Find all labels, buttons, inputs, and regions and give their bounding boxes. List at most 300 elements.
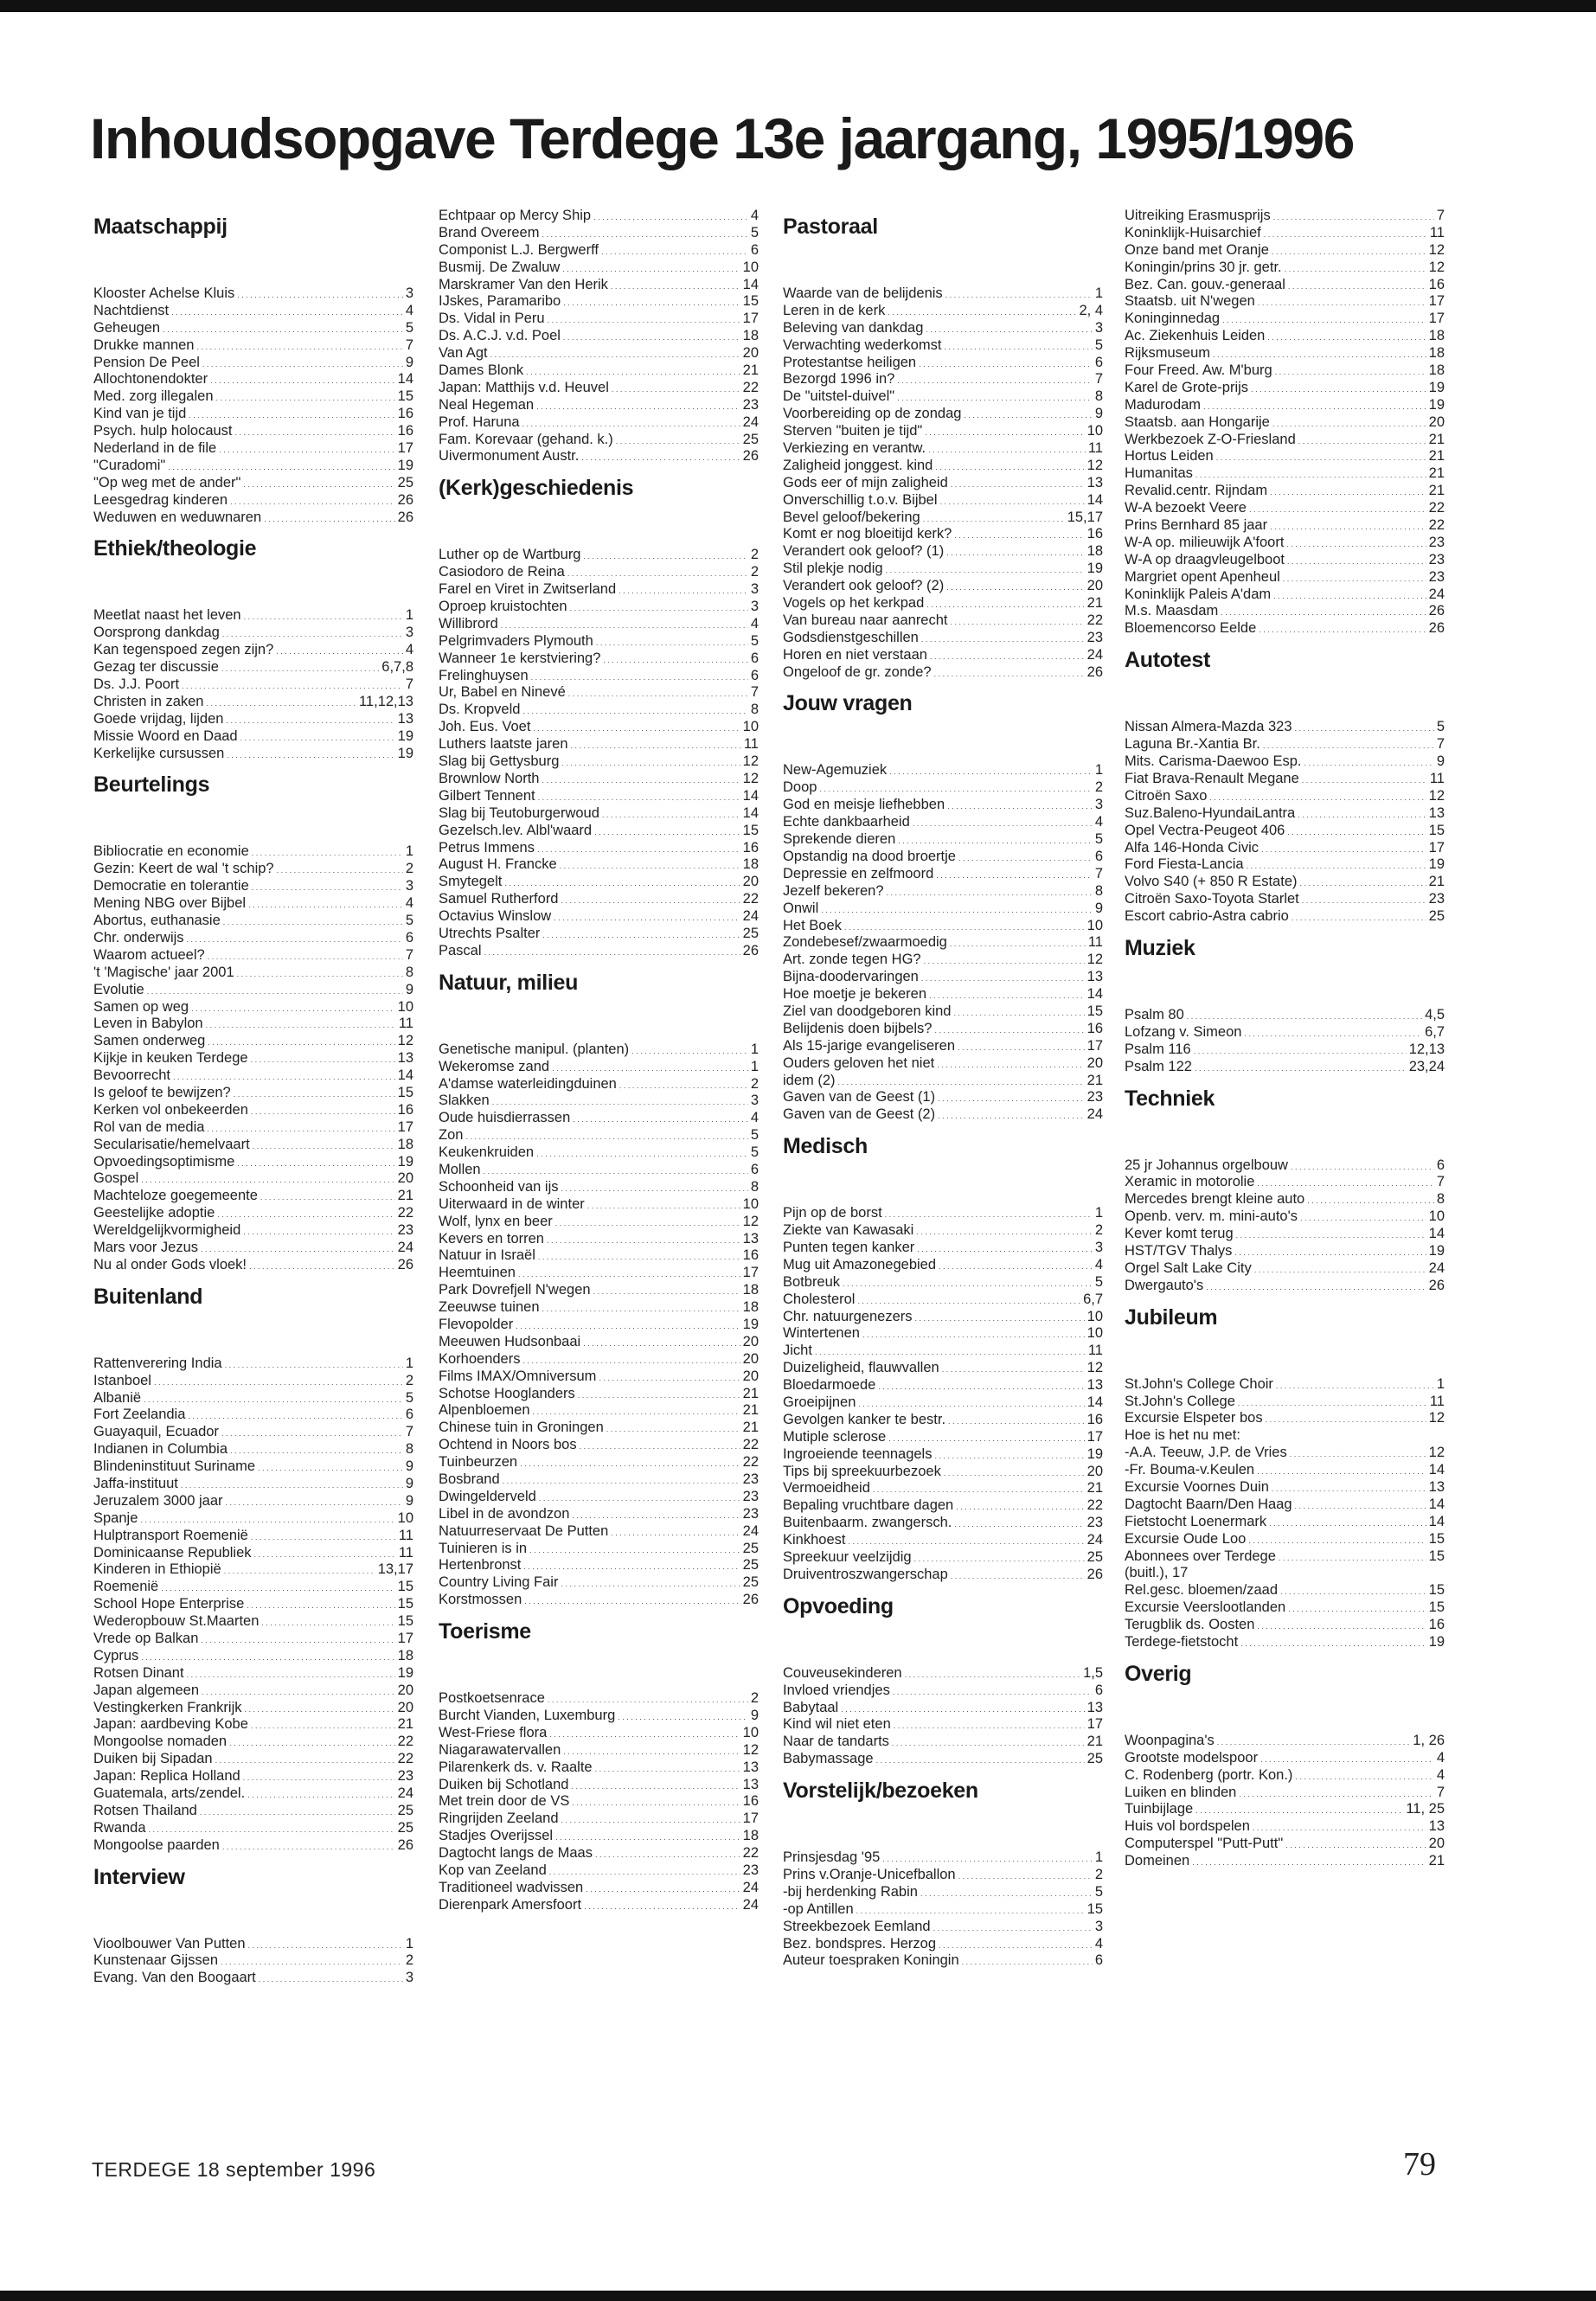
dot-leader — [252, 843, 403, 861]
index-entry — [783, 440, 1103, 458]
entry-list — [439, 1690, 759, 1914]
entry-page: 4 — [750, 208, 759, 223]
entry-title: Wanneer 1e kerstviering? — [439, 650, 601, 666]
dot-leader — [522, 1351, 740, 1368]
section-heading: Buitenland — [93, 1284, 203, 1309]
entry-page: 23 — [397, 1768, 413, 1785]
entry-title: Psych. hulp holocaust — [93, 423, 233, 439]
section-heading: Autotest — [1125, 648, 1210, 673]
index-entry — [439, 943, 759, 960]
entry-title: Gospel — [93, 1170, 139, 1187]
entry-page: 20 — [1086, 1463, 1103, 1479]
entry-page: 3 — [1094, 797, 1103, 813]
dot-leader — [221, 659, 379, 676]
entry-page: 17 — [1428, 293, 1445, 310]
dot-leader — [251, 1528, 396, 1545]
entry-page: 1 — [405, 843, 413, 860]
entry-page: 19 — [397, 1153, 413, 1170]
dot-leader — [1247, 856, 1426, 874]
entry-title: Joh. Eus. Voet — [439, 719, 531, 735]
entry-page: 7 — [405, 676, 413, 693]
dot-leader — [1195, 1801, 1403, 1818]
entry-title: Zondebesef/zwaarmoedig — [783, 934, 947, 951]
dot-leader — [926, 595, 1084, 612]
entry-title: Godsdienstgeschillen — [783, 629, 919, 645]
dot-leader — [229, 1734, 395, 1751]
dot-leader — [1244, 1024, 1422, 1042]
dot-leader — [140, 1510, 394, 1528]
index-section — [1125, 641, 1445, 926]
entry-page: 22 — [742, 1454, 759, 1471]
dot-leader — [518, 1265, 740, 1282]
entry-title: Cyprus — [93, 1647, 139, 1663]
entry-page: 21 — [397, 1716, 413, 1733]
entry-page: 7 — [405, 1424, 413, 1440]
entry-title: Echte dankbaarheid — [783, 814, 910, 830]
index-entry — [783, 1412, 1103, 1429]
index-entry — [93, 625, 413, 642]
dot-leader — [595, 1759, 740, 1777]
entry-title: Frelinghuysen — [439, 667, 529, 683]
index-entry — [783, 388, 1103, 406]
entry-page: 15 — [397, 1579, 413, 1595]
entry-page: 15,17 — [1067, 509, 1103, 525]
entry-title: Van bureau naar aanrecht — [783, 612, 948, 628]
dot-leader — [583, 1334, 740, 1351]
dot-leader — [843, 1274, 1093, 1292]
entry-title: Meeuwen Hudsonbaai — [439, 1333, 581, 1349]
entry-title: Machteloze goegemeente — [93, 1188, 258, 1204]
index-entry — [783, 337, 1103, 355]
entry-title: Komt er nog bloeitijd kerk? — [783, 526, 952, 542]
entry-page: 19 — [1086, 1445, 1103, 1462]
entry-title: W-A op. milieuwijk A'foort — [1125, 534, 1285, 550]
index-entry — [1125, 242, 1445, 260]
entry-page: 14 — [1428, 1513, 1445, 1529]
entry-title: West-Friese flora — [439, 1724, 548, 1740]
entry-title: Vioolbouwer Van Putten — [93, 1935, 246, 1952]
entry-page: 5 — [1094, 336, 1103, 353]
entry-title: Nissan Almera-Mazda 323 — [1125, 719, 1292, 735]
section-heading: Maatschappij — [93, 215, 228, 239]
entry-title: Natuurreservaat De Putten — [439, 1522, 609, 1539]
entry-page: 20 — [397, 1699, 413, 1715]
entry-page: 24 — [397, 1239, 413, 1255]
index-entry — [783, 1751, 1103, 1768]
dot-leader — [948, 1412, 1085, 1429]
dot-leader — [951, 1567, 1085, 1584]
entry-page: 25 — [742, 1574, 759, 1591]
dot-leader — [1273, 208, 1434, 225]
entry-page: 6,7,8 — [381, 659, 413, 676]
dot-leader — [1251, 380, 1426, 397]
entry-page: 12 — [1428, 259, 1445, 275]
index-entry — [1125, 805, 1445, 823]
index-entry — [93, 510, 413, 527]
entry-title: Utrechts Psalter — [439, 925, 541, 941]
dot-leader — [1267, 328, 1426, 345]
entry-title: Samen onderweg — [93, 1033, 206, 1049]
dot-leader — [897, 388, 1093, 406]
index-entry — [1125, 1427, 1445, 1445]
index-entry — [93, 1102, 413, 1119]
index-entry — [783, 1665, 1103, 1682]
index-entry — [439, 633, 759, 651]
entry-title: Kind wil niet eten — [783, 1716, 891, 1733]
entry-title: Chr. natuurgenezers — [783, 1308, 913, 1324]
index-entry — [783, 1700, 1103, 1717]
dot-leader — [237, 285, 403, 303]
index-section — [783, 1587, 1103, 1768]
dot-leader — [913, 814, 1093, 831]
entry-page: 17 — [1086, 1037, 1103, 1054]
entry-title: Psalm 116 — [1125, 1041, 1191, 1057]
index-entry — [439, 668, 759, 685]
index-section — [1125, 1655, 1445, 1870]
entry-title: Margriet opent Apenheul — [1125, 568, 1280, 585]
index-entry — [783, 630, 1103, 647]
entry-page: 18 — [742, 1828, 759, 1844]
index-entry — [783, 1240, 1103, 1257]
dot-leader — [168, 458, 394, 475]
entry-page: 4,5 — [1425, 1006, 1445, 1022]
entry-page: 8 — [405, 1441, 413, 1458]
entry-page: 20 — [742, 874, 759, 890]
dot-leader — [631, 1042, 748, 1059]
index-entry — [1125, 840, 1445, 857]
entry-page: 21 — [1428, 465, 1445, 482]
index-entry — [439, 856, 759, 874]
dot-leader — [944, 337, 1092, 355]
entry-page: 7 — [750, 684, 759, 701]
index-entry — [783, 814, 1103, 831]
entry-page: 17 — [1428, 839, 1445, 856]
index-entry — [1125, 483, 1445, 500]
entry-page: 17 — [742, 1811, 759, 1827]
index-entry — [93, 1820, 413, 1837]
entry-page: 18 — [1428, 362, 1445, 379]
entry-title: Marskramer Van den Herik — [439, 276, 608, 292]
entry-title: Citroën Saxo-Toyota Starlet — [1125, 891, 1299, 907]
dot-leader — [226, 1493, 403, 1510]
entry-page: 18 — [397, 1647, 413, 1663]
entry-title: Fort Zeelandia — [93, 1407, 186, 1423]
entry-page: 20 — [397, 1682, 413, 1698]
entry-title: Gilbert Tennent — [439, 787, 535, 804]
entry-page: 9 — [405, 1492, 413, 1509]
entry-page: 13 — [1428, 1478, 1445, 1495]
entry-page: 4 — [1436, 1766, 1445, 1783]
entry-title: Ochtend in Noors bos — [439, 1437, 577, 1453]
dot-leader — [529, 1541, 740, 1558]
index-entry — [439, 788, 759, 805]
dot-leader — [149, 1820, 395, 1837]
dot-leader — [947, 797, 1093, 814]
index-entry — [439, 1042, 759, 1059]
index-entry — [93, 423, 413, 440]
entry-title: Verkiezing en verantw. — [783, 440, 926, 457]
dot-leader — [611, 1523, 740, 1541]
entry-page: 6 — [1094, 848, 1103, 864]
entry-title: Gezag ter discussie — [93, 659, 219, 676]
index-entry — [93, 406, 413, 423]
entry-list — [783, 285, 1103, 681]
entry-title: Kerkelijke cursussen — [93, 745, 225, 761]
entry-page: 26 — [1086, 663, 1103, 680]
index-entry — [93, 1768, 413, 1785]
index-entry — [783, 1901, 1103, 1919]
entry-page: 2 — [405, 1952, 413, 1969]
entry-title: Korhoenders — [439, 1350, 521, 1367]
dot-leader — [191, 999, 395, 1016]
dot-leader — [542, 771, 740, 788]
index-entry — [1125, 1599, 1445, 1617]
entry-title: Brownlow North — [439, 770, 540, 786]
dot-leader — [618, 1708, 748, 1725]
index-entry — [93, 694, 413, 711]
index-entry — [783, 595, 1103, 612]
entry-title: Geestelijke adoptie — [93, 1205, 215, 1221]
dot-leader — [251, 1102, 395, 1119]
index-entry — [1125, 603, 1445, 620]
entry-page: 10 — [397, 998, 413, 1015]
entry-page: 16 — [1086, 1020, 1103, 1036]
index-entry — [783, 458, 1103, 475]
entry-title: Country Living Fair — [439, 1574, 559, 1591]
index-section — [1125, 208, 1445, 638]
index-entry — [783, 1394, 1103, 1412]
index-entry — [93, 1613, 413, 1631]
dot-leader — [1279, 1548, 1426, 1566]
index-entry — [1125, 465, 1445, 483]
entry-page: 11 — [1087, 1343, 1103, 1359]
entry-title: Bloedarmoede — [783, 1377, 876, 1394]
index-entry — [1125, 823, 1445, 840]
dot-leader — [595, 1845, 740, 1862]
entry-title: Klooster Achelse Kluis — [93, 285, 235, 301]
index-entry — [439, 1845, 759, 1862]
entry-title: Evang. Van den Boogaart — [93, 1970, 256, 1986]
entry-title: Bez. bondspres. Herzog — [783, 1935, 937, 1952]
entry-title: Mongoolse nomaden — [93, 1734, 228, 1750]
index-entry — [439, 1093, 759, 1110]
dot-leader — [1257, 1617, 1426, 1634]
index-entry — [783, 1446, 1103, 1464]
index-entry — [439, 1880, 759, 1897]
entry-page: 5 — [750, 224, 759, 240]
entry-title: Madurodam — [1125, 396, 1202, 413]
entry-title: Mercedes brengt kleine auto — [1125, 1191, 1305, 1208]
dot-leader — [923, 510, 1065, 527]
entry-title: St.John's College — [1125, 1393, 1235, 1409]
entry-page: 16 — [742, 839, 759, 856]
dot-leader — [925, 423, 1084, 440]
entry-title: Mug uit Amazonegebied — [783, 1256, 937, 1272]
dot-leader — [1272, 1479, 1426, 1497]
entry-list — [93, 607, 413, 762]
entry-page: 3 — [1094, 1918, 1103, 1934]
index-entry — [1125, 1565, 1445, 1582]
section-heading: Techniek — [1125, 1086, 1215, 1111]
index-entry — [1125, 1818, 1445, 1836]
entry-title: -A.A. Teeuw, J.P. de Vries — [1125, 1445, 1287, 1461]
entry-title: Cholesterol — [783, 1291, 856, 1307]
dot-leader — [221, 1424, 403, 1441]
entry-title: HST/TGV Thalys — [1125, 1242, 1233, 1259]
entry-title: Spreekuur veelzijdig — [783, 1549, 912, 1565]
index-entry — [439, 414, 759, 432]
entry-title: Ds. J.J. Poort — [93, 676, 180, 693]
entry-title: Voorbereiding op de zondag — [783, 406, 962, 422]
index-entry — [1125, 517, 1445, 535]
entry-title: Rijksmuseum — [1125, 345, 1211, 362]
entry-page: 15 — [1428, 1530, 1445, 1547]
entry-title: Revalid.centr. Rijndam — [1125, 483, 1268, 499]
index-entry — [439, 840, 759, 857]
entry-page: 21 — [397, 1188, 413, 1204]
index-entry — [1125, 293, 1445, 311]
index-entry — [93, 1424, 413, 1441]
dot-leader — [954, 1515, 1084, 1532]
entry-page: 2 — [750, 1690, 759, 1707]
index-entry — [439, 547, 759, 564]
entry-title: Kan tegenspoed zegen zijn? — [93, 642, 274, 658]
entry-page: 3 — [405, 878, 413, 894]
entry-page: 13 — [397, 1050, 413, 1067]
index-entry — [783, 831, 1103, 849]
index-entry — [439, 926, 759, 943]
entry-title: Guayaquil, Ecuador — [93, 1424, 219, 1440]
section-heading: Pastoraal — [783, 215, 878, 239]
entry-title: Sprekende dieren — [783, 831, 896, 848]
dot-leader — [841, 1700, 1084, 1717]
entry-title: Tuinbeurzen — [439, 1454, 518, 1471]
entry-title: IJskes, Paramaribo — [439, 293, 561, 310]
dot-leader — [572, 1793, 740, 1811]
dot-leader — [1217, 1733, 1411, 1750]
entry-title: Bijna-doodervaringen — [783, 969, 919, 985]
entry-page: 13 — [1086, 1377, 1103, 1394]
dot-leader — [1295, 719, 1434, 736]
dot-leader — [531, 668, 748, 685]
index-entry — [439, 1862, 759, 1880]
entry-page: 1 — [1094, 1849, 1103, 1866]
entry-page: 13 — [742, 1776, 759, 1792]
index-entry — [1125, 736, 1445, 753]
dot-leader — [886, 561, 1085, 578]
dot-leader — [573, 1110, 748, 1127]
index-entry — [93, 1154, 413, 1171]
entry-page: 11 — [743, 736, 759, 753]
index-entry — [1125, 500, 1445, 517]
entry-title: Slag bij Teutoburgerwoud — [439, 804, 599, 821]
entry-page: 7 — [405, 946, 413, 963]
dot-leader — [245, 1700, 395, 1717]
entry-page: 4 — [1094, 1256, 1103, 1272]
entry-title: Stadjes Overijssel — [439, 1828, 554, 1844]
entry-page: 23 — [742, 1471, 759, 1487]
entry-title: Wolf, lynx en beer — [439, 1213, 553, 1229]
entry-page: 3 — [405, 285, 413, 301]
entry-page: 18 — [1086, 543, 1103, 560]
entry-title: Blindeninstituut Suriname — [93, 1458, 256, 1475]
dot-leader — [215, 1751, 395, 1768]
entry-page: 6,7 — [1083, 1291, 1103, 1307]
entry-title: Pijn op de borst — [783, 1205, 882, 1221]
dot-leader — [1216, 448, 1426, 465]
entry-title: Duiken bij Sipadan — [93, 1751, 213, 1767]
entry-title: Christen in zaken — [93, 693, 204, 709]
index-entry — [783, 285, 1103, 303]
entry-title: Ur, Babel en Ninevé — [439, 684, 566, 701]
entry-page: 21 — [742, 1402, 759, 1419]
dot-leader — [921, 969, 1085, 986]
entry-title: Nederland in de file — [93, 440, 217, 457]
index-entry — [1125, 225, 1445, 242]
dot-leader — [1283, 569, 1426, 586]
entry-page: 3 — [750, 1093, 759, 1109]
entry-page: 23 — [742, 1862, 759, 1879]
entry-page: 2 — [405, 1372, 413, 1388]
entry-title: Fam. Korevaar (gehand. k.) — [439, 431, 613, 447]
index-entry — [783, 1515, 1103, 1532]
index-entry — [439, 328, 759, 345]
entry-page: 13 — [1086, 1699, 1103, 1715]
index-entry — [783, 1716, 1103, 1734]
index-section — [1125, 1298, 1445, 1651]
dot-leader — [1221, 603, 1426, 620]
index-entry — [93, 1682, 413, 1700]
index-entry — [1125, 1582, 1445, 1599]
entry-title: Allochtonendokter — [93, 371, 208, 388]
entry-list — [1125, 1376, 1445, 1651]
index-entry — [783, 883, 1103, 901]
entry-title: Met trein door de VS — [439, 1793, 570, 1810]
entry-page: 21 — [1428, 483, 1445, 499]
entry-title: Psalm 80 — [1125, 1006, 1184, 1022]
index-entry — [783, 1549, 1103, 1567]
entry-title: Kever komt terug — [1125, 1226, 1234, 1242]
index-entry — [1125, 1042, 1445, 1059]
dot-leader — [578, 1386, 740, 1403]
dot-leader — [571, 1777, 740, 1794]
index-entry — [439, 1708, 759, 1725]
entry-page: 1 — [750, 1041, 759, 1057]
entry-title: idem (2) — [783, 1072, 836, 1088]
dot-leader — [928, 440, 1086, 458]
dot-leader — [1264, 225, 1427, 242]
index-entry — [93, 1050, 413, 1067]
entry-title: Wekeromse zand — [439, 1058, 550, 1074]
index-entry — [93, 355, 413, 372]
dot-leader — [554, 908, 740, 926]
index-entry — [439, 448, 759, 465]
index-entry — [439, 1489, 759, 1506]
index-entry — [93, 913, 413, 930]
entry-title: Onwil — [783, 900, 819, 916]
entry-page: 16 — [1428, 276, 1445, 292]
dot-leader — [248, 1936, 403, 1953]
entry-page: 4 — [405, 895, 413, 912]
index-entry — [1125, 328, 1445, 345]
dot-leader — [581, 448, 740, 465]
dot-leader — [264, 510, 394, 527]
index-entry — [1125, 260, 1445, 277]
dot-leader — [819, 779, 1092, 797]
dot-leader — [603, 651, 747, 668]
entry-title: Hoe is het nu met: — [1125, 1427, 1240, 1444]
index-section — [783, 208, 1103, 681]
